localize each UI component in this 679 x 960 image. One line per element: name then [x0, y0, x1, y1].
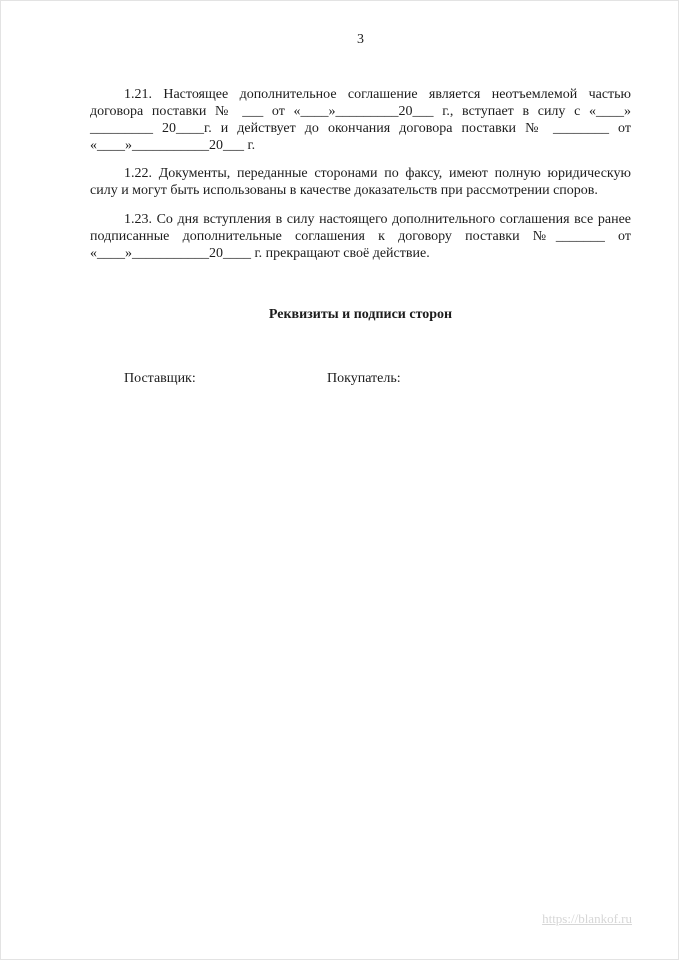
paragraph-1-21 [90, 86, 631, 154]
section-heading: Реквизиты и подписи сторон [268, 307, 453, 322]
document-line: силу и могут быть использованы в качестве доказательств при рассмотрении споров. [90, 183, 598, 198]
document-line: _________ 20____г. и действует до окончания договора поставки № ________ от [90, 121, 631, 136]
document-line: «____»___________20___ г. [90, 138, 256, 153]
paragraph-1-22 [90, 165, 631, 199]
supplier-label: Поставщик: [124, 371, 196, 386]
document-line: 1.21. Настоящее дополнительное соглашение является неотъемлемой частью [124, 87, 631, 102]
document-line: договора поставки № ___ от «____»_________20___ г., вступает в силу с «____» [90, 104, 631, 119]
paragraph-1-23 [90, 211, 631, 262]
document-line: «____»___________20____ г. прекращают своё действие. [90, 246, 430, 261]
buyer-label: Покупатель: [327, 371, 401, 386]
footer-watermark-link[interactable]: https://blankof.ru [542, 911, 632, 926]
signature-row [90, 370, 631, 387]
document-line: подписанные дополнительные соглашения к договору поставки №_______ от [90, 229, 631, 244]
document-line: 1.22. Документы, переданные сторонами по факсу, имеют полную юридическую [124, 166, 631, 181]
text-column [90, 1, 631, 387]
document-line: 1.23. Со дня вступления в силу настоящего дополнительного соглашения все ранее [124, 212, 631, 227]
page-number: 3 [357, 32, 364, 47]
